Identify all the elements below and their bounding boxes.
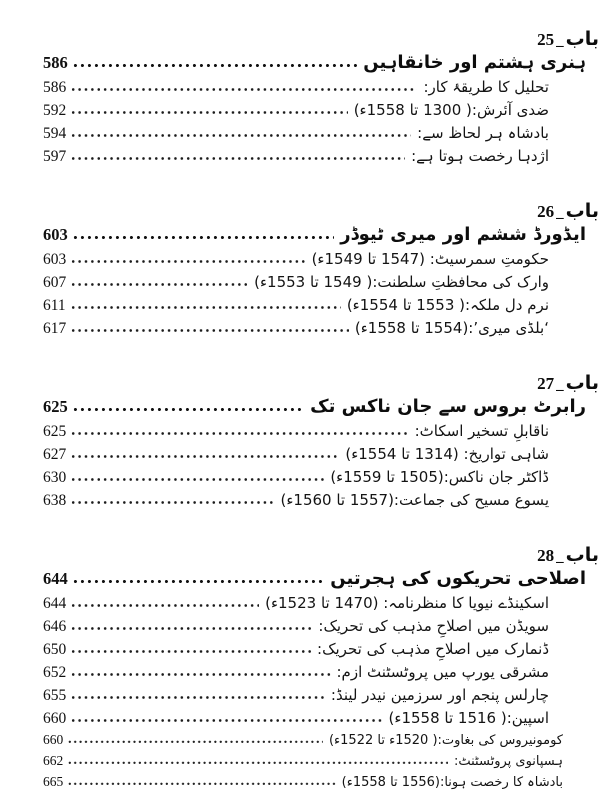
toc-item-page: 655: [43, 687, 67, 704]
dot-leader: [71, 477, 324, 482]
toc-item-text: اسکینڈے نیویا کا منظرنامہ: (1470 تا 1523ء): [265, 594, 549, 612]
chapter-label: باب: [565, 372, 599, 394]
toc-item-text: سویڈن میں اصلاحِ مذہب کی تحریک:: [318, 617, 549, 635]
chapter-label: باب: [565, 544, 599, 566]
dot-leader: [71, 431, 408, 436]
toc-item-text: شاہی تواریخ: (1314 تا 1554ء): [345, 445, 549, 463]
dot-leader: [71, 87, 417, 92]
toc-item-row: [43, 273, 599, 296]
chapter-title: اصلاحی تحریکوں کی ہجرتیں: [330, 568, 586, 589]
toc-item-text: ڈاکٹر جان ناکس:(1505 تا 1559ء): [330, 468, 549, 486]
toc-item-row: [43, 663, 599, 686]
dot-leader: [71, 718, 382, 723]
toc-item-page: 592: [43, 102, 67, 119]
toc-item-page: 603: [43, 251, 67, 268]
toc-item-text: چارلس پنجم اور سرزمین نیدر لینڈ:: [330, 686, 549, 704]
dot-leader: [68, 739, 323, 744]
chapter-label: باب: [565, 28, 599, 50]
toc-item-row: [43, 753, 599, 774]
chapter-heading: [43, 542, 599, 568]
chapter-title-row: [43, 568, 599, 594]
chapter-items: [43, 594, 599, 795]
dot-leader: [71, 110, 347, 115]
toc-item-row: [43, 491, 599, 514]
toc-item-row: [43, 422, 599, 445]
toc-item-row: [43, 732, 599, 753]
toc-item-page: 662: [43, 753, 64, 768]
chapter-heading: [43, 26, 599, 52]
dot-leader: [71, 328, 349, 333]
toc-item-page: 607: [43, 274, 67, 291]
toc-item-page: 586: [43, 79, 67, 96]
chapter-title-page: 644: [43, 569, 68, 588]
toc-item-row: [43, 296, 599, 319]
chapter-heading: [43, 198, 599, 224]
chapter-separator: _: [556, 549, 564, 565]
chapter-separator: _: [556, 33, 564, 49]
dot-leader: [71, 500, 274, 505]
toc-item-text: مشرقی یورپ میں پروٹسٹنٹ ازم:: [336, 663, 549, 681]
chapter-title-row: [43, 52, 599, 78]
chapter-items: [43, 422, 599, 514]
dot-leader: [71, 672, 330, 677]
chapter-separator: _: [556, 377, 564, 393]
chapter-section: [43, 198, 599, 342]
dot-leader: [73, 63, 358, 68]
toc-item-page: 638: [43, 492, 67, 509]
chapter-title-row: [43, 224, 599, 250]
chapter-title: ایڈورڈ ششم اور میری ٹیوڈر: [340, 224, 586, 245]
toc-item-row: [43, 686, 599, 709]
toc-item-row: [43, 640, 599, 663]
toc-item-row: [43, 774, 599, 795]
dot-leader: [68, 760, 448, 765]
toc-item-text: اسپین:( 1516 تا 1558ء): [388, 709, 549, 727]
toc-item-row: [43, 147, 599, 170]
toc-item-text: ہسپانوی پروٹسٹنٹ:: [453, 754, 563, 769]
toc-item-text: اژدہا رخصت ہوتا ہے:: [411, 147, 549, 165]
toc-item-text: ڈنمارک میں اصلاحِ مذہب کی تحریک:: [317, 640, 549, 658]
toc-item-page: 611: [43, 297, 66, 314]
dot-leader: [73, 407, 304, 412]
dot-leader: [71, 259, 305, 264]
toc-item-page: 660: [43, 732, 64, 747]
toc-item-text: ضدی آئرش:( 1300 تا 1558ء): [353, 101, 549, 119]
chapter-title-page: 625: [43, 397, 68, 416]
dot-leader: [71, 626, 312, 631]
toc-item-page: 594: [43, 125, 67, 142]
dot-leader: [68, 781, 335, 786]
dot-leader: [71, 649, 311, 654]
dot-leader: [71, 695, 325, 700]
toc-item-text: نرم دل ملکہ:( 1553 تا 1554ء): [346, 296, 549, 314]
toc-item-row: [43, 445, 599, 468]
chapter-title: رابرٹ بروس سے جان ناکس تک: [310, 396, 586, 417]
chapter-number: 27: [537, 374, 555, 393]
toc-item-row: [43, 319, 599, 342]
toc-item-page: 644: [43, 595, 67, 612]
toc-item-row: [43, 709, 599, 732]
dot-leader: [71, 282, 248, 287]
toc-item-page: 660: [43, 710, 67, 727]
chapter-items: [43, 78, 599, 170]
toc-item-page: 625: [43, 423, 67, 440]
toc-item-page: 617: [43, 320, 67, 337]
toc-item-row: [43, 78, 599, 101]
toc-item-text: بادشاہ ہر لحاظ سے:: [417, 124, 549, 142]
toc-item-text: تحلیل کا طریقۂ کار:: [423, 78, 549, 96]
chapter-number: 28: [537, 546, 555, 565]
toc-item-text: یسوع مسیح کی جماعت:(1557 تا 1560ء): [280, 491, 549, 509]
dot-leader: [71, 305, 341, 310]
chapter-items: [43, 250, 599, 342]
chapter-section: [43, 26, 599, 170]
dot-leader: [71, 454, 339, 459]
toc-item-page: 665: [43, 774, 64, 789]
chapter-heading: [43, 370, 599, 396]
chapter-title: ہنری ہشتم اور خانقاہیں: [363, 52, 586, 73]
chapter-section: [43, 542, 599, 795]
chapter-title-page: 586: [43, 53, 68, 72]
dot-leader: [73, 235, 334, 240]
chapter-separator: _: [556, 205, 564, 221]
toc-item-text: ‘بلڈی میری’:(1554 تا 1558ء): [354, 319, 549, 337]
toc-item-row: [43, 101, 599, 124]
chapter-label: باب: [565, 200, 599, 222]
dot-leader: [71, 133, 411, 138]
chapter-title-row: [43, 396, 599, 422]
chapter-number: 25: [537, 30, 555, 49]
chapter-number: 26: [537, 202, 555, 221]
toc-item-page: 650: [43, 641, 67, 658]
toc-item-page: 627: [43, 446, 67, 463]
toc-item-row: [43, 594, 599, 617]
toc-item-page: 652: [43, 664, 67, 681]
toc-item-row: [43, 617, 599, 640]
toc-item-text: ناقابلِ تسخیر اسکاٹ:: [414, 422, 549, 440]
toc-item-row: [43, 468, 599, 491]
toc-item-page: 646: [43, 618, 67, 635]
toc-item-page: 597: [43, 148, 67, 165]
toc-item-text: حکومتِ سمرسیٹ: (1547 تا 1549ء): [311, 250, 549, 268]
chapter-title-page: 603: [43, 225, 68, 244]
toc-item-text: بادشاہ کا رخصت ہونا:(1556 تا 1558ء): [341, 775, 563, 790]
toc-item-row: [43, 124, 599, 147]
toc-item-page: 630: [43, 469, 67, 486]
dot-leader: [71, 156, 405, 161]
chapter-section: [43, 370, 599, 514]
toc-item-text: وارک کی محافظتِ سلطنت:( 1549 تا 1553ء): [254, 273, 549, 291]
dot-leader: [71, 603, 259, 608]
dot-leader: [73, 579, 325, 584]
toc-item-text: کومونیروس کی بغاوت:( 1520ء تا 1522ء): [328, 733, 563, 748]
toc-item-row: [43, 250, 599, 273]
